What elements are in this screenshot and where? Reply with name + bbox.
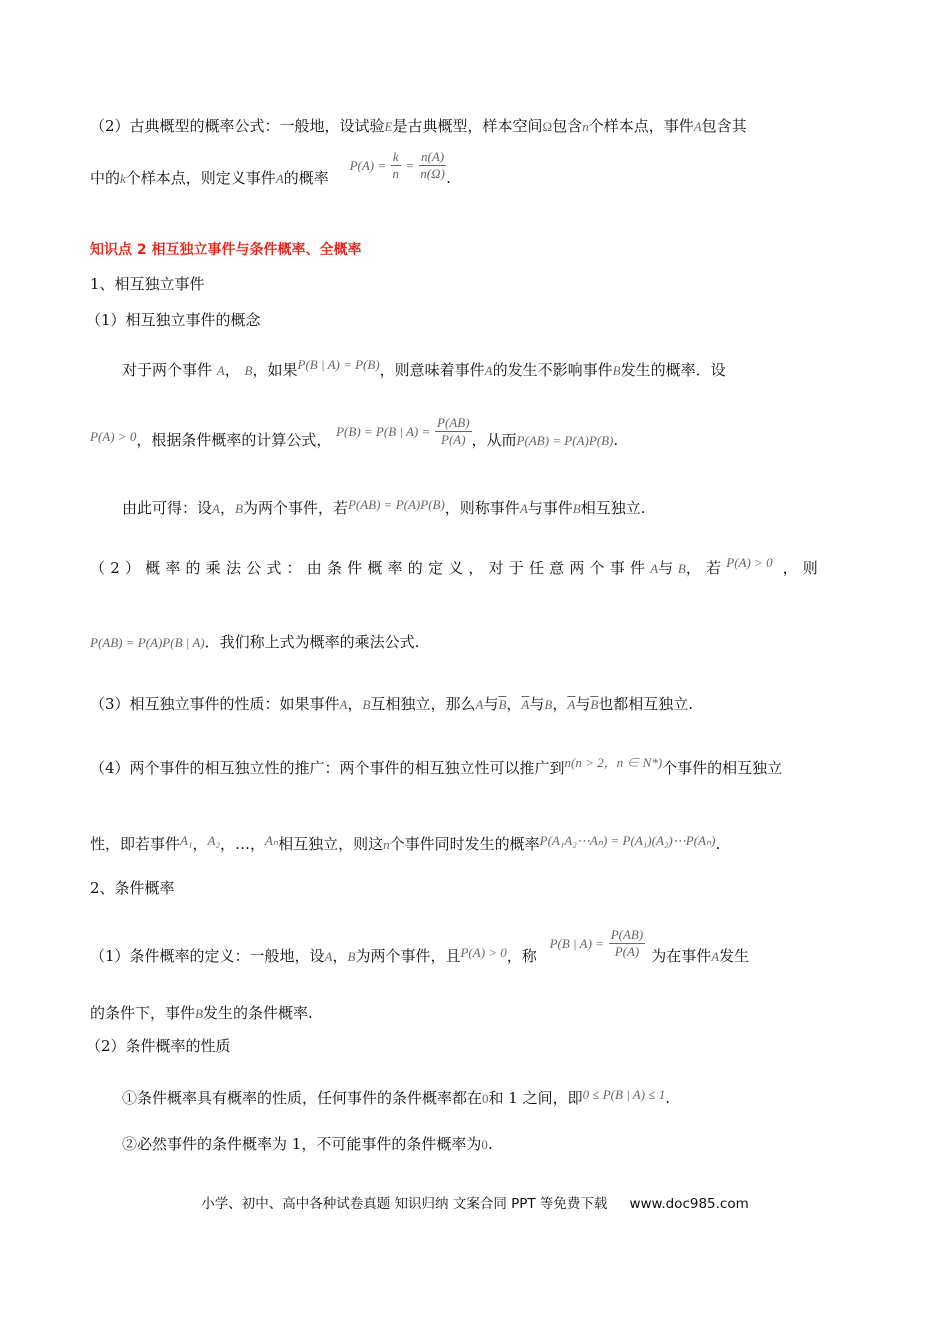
numerator: P(AB) <box>437 415 470 430</box>
fraction-PAB-over-PA <box>435 415 471 448</box>
paragraph-conditional-definition-cont <box>90 1003 865 1024</box>
var-k: k <box>120 171 126 186</box>
formula-part: P(A) = <box>349 157 387 173</box>
text: 与 <box>483 695 499 713</box>
text: . <box>613 431 619 449</box>
text: ，如果 <box>252 361 298 379</box>
paragraph-conditional-definition <box>90 926 865 986</box>
denominator: n <box>392 166 400 181</box>
formula-bounds: 0 ≤ P(B | A) ≤ 1 <box>582 1087 666 1102</box>
formula-n-condition: n(n > 2，n ∈ N*) <box>564 755 663 770</box>
text: 发生的概率．设 <box>620 361 726 379</box>
numerator: k <box>392 149 399 164</box>
numerator: P(AB) <box>610 927 644 942</box>
paragraph-independence-properties <box>90 694 865 715</box>
text: ，则称事件 <box>444 499 520 517</box>
var-E: E <box>384 119 393 134</box>
var-A-complement: $\overline{A}$ <box>521 697 530 712</box>
text: . <box>665 1089 670 1107</box>
text: 由此可得：设 <box>122 499 213 517</box>
paragraph-independence-conclusion <box>122 498 865 519</box>
text: . <box>446 169 451 187</box>
var-A-complement: $\overline{A}$ <box>567 697 576 712</box>
text: 与 <box>529 695 545 713</box>
formula-joint-probability: P(A₁A₂⋯Aₙ) = P(A₁)(A₂)⋯P(Aₙ) <box>539 833 716 848</box>
text: 为两个事件，若 <box>242 499 348 517</box>
formula-PA-positive: P(A) > 0 <box>460 945 507 960</box>
var-A: A <box>324 949 333 964</box>
var-A1: A₁ <box>180 833 193 848</box>
text: ①条件概率具有概率的性质，任何事件的条件概率都在 <box>122 1089 483 1107</box>
var-A: A <box>212 501 220 516</box>
text: 发生的条件概率. <box>202 1004 313 1022</box>
text: ②必然事件的条件概率为 1，不可能事件的条件概率为 <box>122 1135 482 1153</box>
text: 发生 <box>719 947 750 965</box>
text: 和 1 之间，即 <box>488 1089 583 1107</box>
var-B-complement: $\overline{B}$ <box>590 697 599 712</box>
fraction-nA-over-nOmega <box>419 149 446 182</box>
text: ， <box>332 947 348 965</box>
var-B: B <box>234 501 243 516</box>
fraction-PAB-over-PA <box>609 927 645 960</box>
text: ，从而 <box>471 431 517 449</box>
denominator: n(Ω) <box>420 166 445 181</box>
var-B: B <box>612 363 621 378</box>
text: 是古典概型，样本空间 <box>392 117 543 135</box>
var-A: A <box>711 949 720 964</box>
var-n: n <box>582 119 589 134</box>
var-A: A <box>519 501 528 516</box>
text: 相互独立，则这 <box>278 835 384 853</box>
text: 中的 <box>90 169 121 187</box>
text: 的条件下，事件 <box>90 1004 196 1022</box>
var-B: B <box>544 697 553 712</box>
footer-text: 小学、初中、高中各种试卷真题 知识归纳 文案合同 PPT 等免费下载 <box>201 1196 608 1212</box>
text: 个样本点，则定义事件 <box>125 169 276 187</box>
text: ， <box>192 835 208 853</box>
var-A2: A₂ <box>207 833 220 848</box>
text: ，若 <box>685 559 727 577</box>
text: （1）条件概率的定义：一般地，设 <box>90 947 325 965</box>
var-B: B <box>572 501 581 516</box>
text: ．我们称上式为概率的乘法公式. <box>204 633 420 651</box>
formula-classical-probability <box>350 135 447 196</box>
section-title-knowledge-point-2: 知识点 2 相互独立事件与条件概率、全概率 <box>90 242 362 258</box>
text: 个事件同时发生的概率 <box>389 835 540 853</box>
text: （2）古典概型的概率公式：一般地，设试验 <box>90 117 385 135</box>
text: 的概率 <box>283 169 329 187</box>
text: ，则意味着事件 <box>379 361 485 379</box>
fraction-k-over-n <box>391 149 401 182</box>
formula-product: P(AB) = P(A)P(B) <box>347 497 445 512</box>
var-B: B <box>362 697 371 712</box>
var-omega: Ω <box>542 119 553 134</box>
paragraph-independence-definition <box>122 357 865 381</box>
heading-conditional-probability: 2、条件概率 <box>90 879 175 897</box>
text: 互相独立，那么 <box>370 695 476 713</box>
formula-multiplication: P(AB) = P(A)P(B | A) <box>90 635 205 650</box>
numerator: n(A) <box>421 149 445 164</box>
var-A: A <box>216 363 225 378</box>
paragraph-classical-formula-cont <box>90 148 865 208</box>
text: . <box>715 835 721 853</box>
text: 也都相互独立. <box>598 695 694 713</box>
var-A: A <box>484 363 493 378</box>
value-zero: 0 <box>482 1091 489 1106</box>
paragraph-property-2 <box>122 1134 865 1155</box>
var-An: Aₙ <box>264 833 279 848</box>
paragraph-classical-formula <box>90 116 865 137</box>
heading-conditional-properties: （2）条件概率的性质 <box>86 1037 231 1055</box>
var-B-complement: $\overline{B}$ <box>498 697 507 712</box>
paragraph-independence-generalization-cont <box>90 834 865 855</box>
text: （3）相互独立事件的性质：如果事件 <box>90 695 340 713</box>
paragraph-independence-generalization <box>90 755 865 779</box>
paragraph-multiplication-formula-cont <box>90 632 865 653</box>
var-A: A <box>275 171 284 186</box>
formula-conditional-probability <box>336 411 471 452</box>
var-B: B <box>677 561 686 576</box>
var-A: A <box>650 561 659 576</box>
equals: = <box>405 157 415 173</box>
text: 对于两个事件 <box>122 361 213 379</box>
text: 与 <box>575 695 591 713</box>
paragraph-multiplication-formula <box>90 555 865 579</box>
text: ，则 <box>782 559 823 577</box>
var-A: A <box>475 697 484 712</box>
text: ，称 <box>506 947 537 965</box>
formula-part: P(B | A) = <box>549 935 604 951</box>
text: ， <box>506 695 522 713</box>
text: 为在事件 <box>651 947 712 965</box>
text: ， <box>224 361 240 379</box>
formula-cond-equals: P(B | A) = P(B) <box>297 357 380 372</box>
text: 包含其 <box>701 117 747 135</box>
text: 相互独立. <box>580 499 646 517</box>
text: . <box>487 1135 493 1153</box>
formula-part: P(B) = P(B | A) = <box>336 423 431 439</box>
footer-url[interactable]: www.doc985.com <box>629 1196 749 1212</box>
text: ，…， <box>219 835 265 853</box>
text: （2）概率的乘法公式：由条件概率的定义，对于任意两个事件 <box>90 559 651 577</box>
formula-PA-positive: P(A) > 0 <box>726 555 773 570</box>
text: ，根据条件概率的计算公式， <box>136 431 332 449</box>
denominator: P(A) <box>441 432 466 447</box>
text: 个样本点，事件 <box>588 117 694 135</box>
heading-independent-events: 1、相互独立事件 <box>90 275 205 293</box>
var-B: B <box>347 949 356 964</box>
var-n: n <box>383 837 390 852</box>
paragraph-property-1 <box>122 1088 865 1109</box>
text: ， <box>552 695 568 713</box>
text: ， <box>219 499 235 517</box>
formula-PA-positive: P(A) > 0 <box>90 429 137 444</box>
var-B: B <box>244 363 253 378</box>
paragraph-independence-derivation <box>90 415 865 462</box>
heading-independent-concept: （1）相互独立事件的概念 <box>86 311 261 329</box>
text: 与 <box>658 559 674 577</box>
value-zero: 0 <box>481 1137 488 1152</box>
page-footer <box>0 1192 950 1212</box>
denominator: P(A) <box>614 944 640 959</box>
var-A: A <box>339 697 348 712</box>
text: 包含 <box>552 117 583 135</box>
text: 与事件 <box>527 499 573 517</box>
var-B: B <box>195 1006 203 1021</box>
text: ， <box>347 695 363 713</box>
text: 的发生不影响事件 <box>492 361 613 379</box>
text: （4）两个事件的相互独立性的推广：两个事件的相互独立性可以推广到 <box>90 759 565 777</box>
formula-product: P(AB) = P(A)P(B) <box>516 433 614 448</box>
var-A: A <box>693 119 702 134</box>
text: 性，即若事件 <box>90 835 181 853</box>
formula-conditional-definition <box>550 913 646 974</box>
text: 个事件的相互独立 <box>662 759 783 777</box>
text: 为两个事件，且 <box>355 947 461 965</box>
